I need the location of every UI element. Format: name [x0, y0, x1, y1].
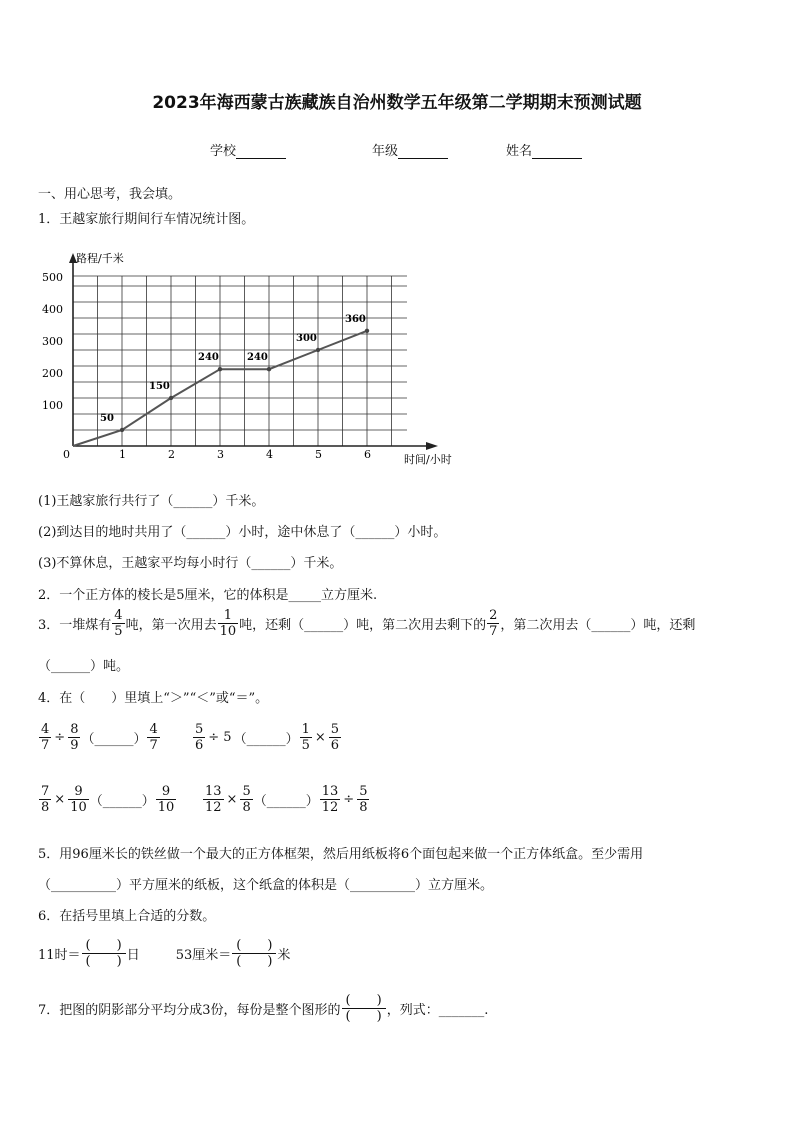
name-blank[interactable] [532, 144, 582, 159]
q1-stem: 1．王越家旅行期间行车情况统计图。 [38, 212, 255, 227]
compare-blank[interactable]: （______） [81, 732, 147, 747]
name-label: 姓名 [506, 144, 533, 159]
chart-series [73, 329, 369, 446]
page-title: 2023年海西蒙古族藏族自治州数学五年级第二学期期末预测试题 [152, 93, 642, 113]
x-tick-label: 3 [217, 448, 224, 461]
data-label: 240 [247, 352, 268, 364]
compare-blank[interactable]: （______） [89, 794, 155, 809]
y-tick-label: 300 [42, 335, 63, 348]
y-axis-title: 路程/千米 [76, 252, 124, 265]
x-tick-label: 5 [315, 448, 322, 461]
data-label: 240 [198, 352, 219, 364]
data-label: 50 [100, 413, 114, 424]
data-point [316, 348, 320, 352]
q3-part1: 3．一堆煤有 [38, 618, 112, 633]
q5-line1: 5．用96厘米长的铁丝做一个最大的正方体框架，然后用纸板将6个面包起来做一个正方体纸盒。至少需用 [38, 847, 644, 862]
q3-part3: 吨，还剩（______）吨，第二次用去剩下的 [239, 618, 487, 633]
section-title: 一、用心思考，我会填。 [38, 187, 182, 202]
school-field [210, 140, 286, 159]
q3-part4: ，第二次用去（______）吨，还剩 [500, 618, 696, 633]
data-point [169, 396, 173, 400]
q6-left-unit: 日 [126, 948, 140, 963]
q6-left: 11时＝ [38, 948, 81, 963]
q1-sub1: (1)王越家旅行共行了（______）千米。 [38, 494, 265, 509]
data-label: 150 [149, 381, 170, 392]
q3-line2: （______）吨。 [38, 659, 130, 674]
q4-row1-item-b: $\frac{5}{6}$ ÷ 5 （______） $\frac{1}{5}$ × $\frac{5}{6}$ [195, 722, 340, 753]
q6-stem: 6．在括号里填上合适的分数。 [38, 909, 216, 924]
q3-line1 [38, 608, 695, 639]
q4-stem: 4．在（ ）里填上“＞”“＜”或“＝”。 [38, 691, 269, 706]
x-tick-label: 6 [364, 448, 371, 461]
data-point [267, 367, 271, 371]
q6-right-answer[interactable]: $\frac{( )}{( )}$ [232, 938, 276, 969]
q4-row1-item-a: $\frac{4}{7}$ ÷ $\frac{8}{9}$ （______） $\frac{4}{7}$ [41, 722, 158, 753]
y-tick-label: 200 [42, 367, 63, 380]
q6-expressions [38, 938, 290, 969]
q2-text: 2．一个正方体的棱长是5厘米，它的体积是_____立方厘米. [38, 588, 378, 603]
q1-sub3: (3)不算休息，王越家平均每小时行（______）千米。 [38, 556, 343, 571]
travel-line-chart [30, 245, 480, 470]
x-tick-label: 0 [63, 448, 70, 461]
q3-fraction-1: $\frac{4}{5}$ [114, 608, 123, 639]
y-tick-label: 400 [42, 303, 63, 316]
data-point [218, 367, 222, 371]
q7-part1: 7．把图的阴影部分平均分成3份，每份是整个图形的 [38, 1003, 341, 1018]
grade-label: 年级 [372, 144, 399, 159]
q6-right: 53厘米＝ [175, 948, 232, 963]
q4-row2-item-a: $\frac{7}{8}$ × $\frac{9}{10}$ （______） $\frac{9}{10}$ [41, 784, 175, 815]
grade-field [372, 140, 448, 159]
x-axis-arrow [426, 442, 438, 450]
y-tick-label: 500 [42, 271, 63, 284]
name-field [506, 140, 582, 159]
x-tick-label: 4 [266, 448, 273, 461]
data-point [365, 329, 369, 333]
data-point [120, 428, 124, 432]
q3-fraction-2: $\frac{1}{10}$ [219, 608, 237, 639]
q3-fraction-3: $\frac{2}{7}$ [489, 608, 498, 639]
q4-row2-item-b: $\frac{13}{12}$ × $\frac{5}{8}$ （______） $\frac{13}{12}$ ÷ $\frac{5}{8}$ [205, 784, 368, 815]
q6-left-answer[interactable]: $\frac{( )}{( )}$ [82, 938, 126, 969]
data-label: 300 [296, 333, 317, 344]
chart-labels [42, 251, 452, 466]
grade-blank[interactable] [398, 144, 448, 159]
chart-grid [73, 276, 407, 446]
y-tick-label: 100 [42, 399, 63, 412]
q7-part2: ，列式：_______. [386, 1003, 489, 1018]
x-tick-label: 1 [119, 448, 126, 461]
q3-part2: 吨，第一次用去 [125, 618, 217, 633]
school-blank[interactable] [236, 144, 286, 159]
q6-right-unit: 米 [277, 948, 291, 963]
x-axis-title: 时间/小时 [404, 453, 452, 466]
compare-blank[interactable]: （______） [233, 732, 299, 747]
q5-line2: （__________）平方厘米的纸板，这个纸盒的体积是（__________）立方厘米。 [38, 878, 494, 893]
school-label: 学校 [210, 144, 237, 159]
q1-sub2: (2)到达目的地时共用了（______）小时，途中休息了（______）小时。 [38, 525, 447, 540]
q7-line [38, 993, 488, 1024]
x-tick-label: 2 [168, 448, 175, 461]
q7-answer[interactable]: $\frac{( )}{( )}$ [342, 993, 386, 1024]
data-label: 360 [345, 313, 366, 325]
compare-blank[interactable]: （______） [253, 794, 319, 809]
